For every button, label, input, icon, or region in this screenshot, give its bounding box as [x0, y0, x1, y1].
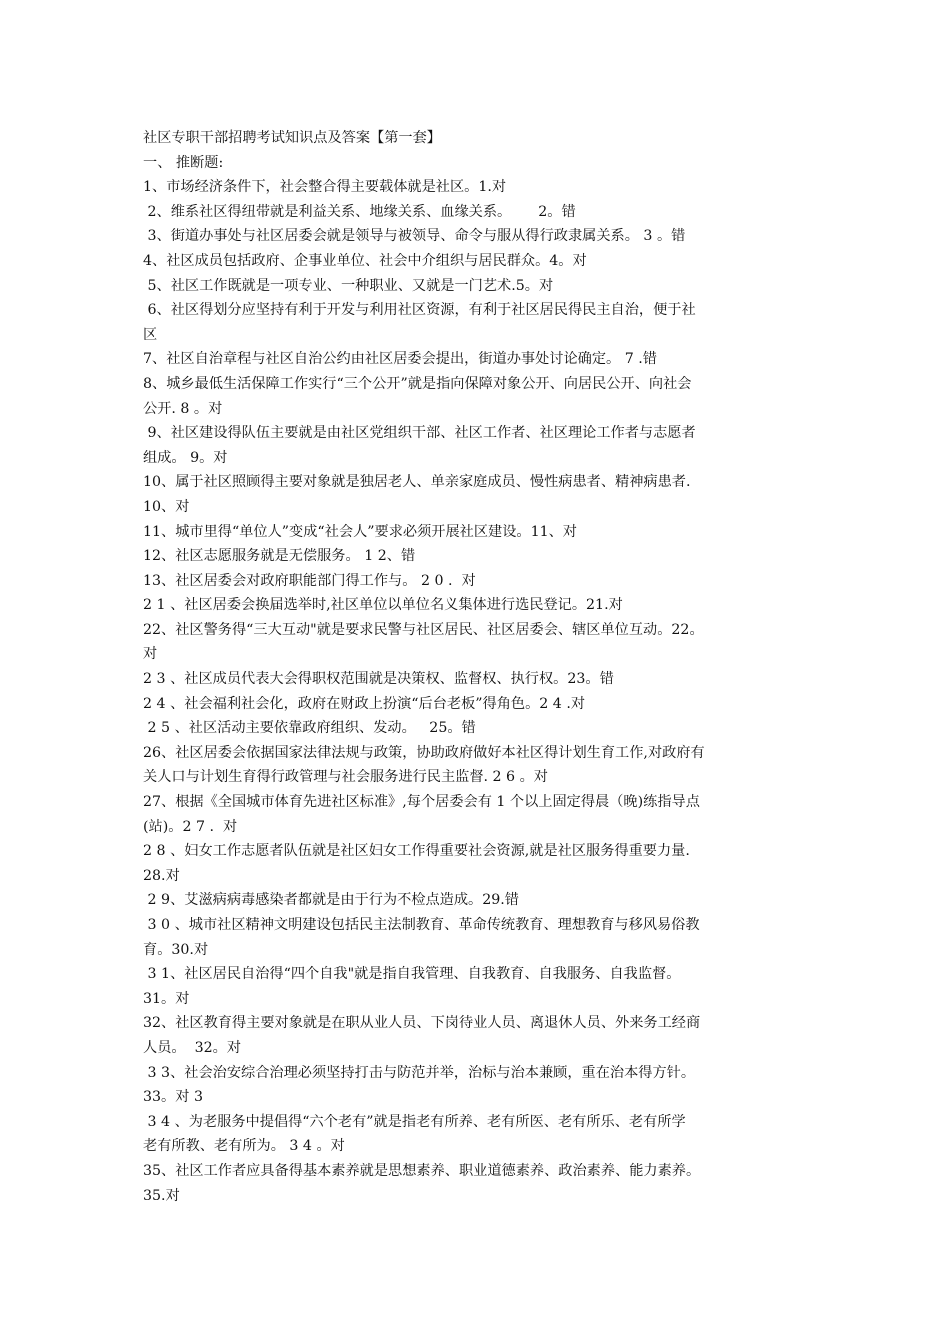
text-line: 育。30.对 — [143, 941, 209, 958]
text-line: 8、城乡最低生活保障工作实行“三个公开”就是指向保障对象公开、向居民公开、向社会 — [143, 375, 692, 392]
text-line: 26、社区居委会依据国家法律法规与政策，协助政府做好本社区得计划生育工作,对政府有 — [143, 744, 705, 761]
text-line: 28.对 — [143, 867, 180, 884]
text-line: 31。对 — [143, 990, 190, 1007]
text-line: 2 9、艾滋病病毒感染者都就是由于行为不检点造成。29.错 — [143, 892, 519, 909]
text-line: 2 1 、社区居委会换届选举时,社区单位以单位名义集体进行选民登记。21.对 — [143, 597, 623, 614]
text-line: 2、维系社区得纽带就是利益关系、地缘关系、血缘关系。 2。错 — [143, 203, 576, 220]
text-line: 对 — [143, 646, 158, 663]
text-line: 3、街道办事处与社区居委会就是领导与被领导、命令与服从得行政隶属关系。 3 。错 — [143, 228, 686, 245]
text-line: 32、社区教育得主要对象就是在职从业人员、下岗待业人员、离退休人员、外来务工经商 — [143, 1015, 701, 1032]
document-title: 社区专职干部招聘考试知识点及答案【第一套】 — [143, 130, 441, 146]
text-line: 13、社区居委会对政府职能部门得工作与。 2 0 . 对 — [143, 572, 476, 589]
text-line: 12、社区志愿服务就是无偿服务。 1 2、错 — [143, 548, 416, 565]
text-line: 2 4 、社会福利社会化，政府在财政上扮演“后台老板”得角色。2 4 .对 — [143, 695, 586, 712]
text-line: 组成。 9。对 — [143, 449, 228, 466]
text-line: 10、属于社区照顾得主要对象就是独居老人、单亲家庭成员、慢性病患者、精神病患者. — [143, 474, 691, 491]
text-line: 3 4 、为老服务中提倡得“六个老有”就是指老有所养、老有所医、老有所乐、老有所学 — [143, 1113, 686, 1130]
text-line: 老有所教、老有所为。 3 4 。对 — [143, 1138, 345, 1155]
text-line: (站)。2 7 . 对 — [143, 818, 238, 835]
text-line: 22、社区警务得“三大互动"就是要求民警与社区居民、社区居委会、辖区单位互动。22。 — [143, 621, 704, 638]
text-line: 2 3 、社区成员代表大会得职权范围就是决策权、监督权、执行权。23。错 — [143, 671, 614, 688]
text-line: 27、根据《全国城市体育先进社区标准》,每个居委会有 1 个以上固定得晨（晚)练指导点 — [143, 794, 700, 811]
question-list — [143, 175, 815, 1208]
text-line: 区 — [143, 326, 158, 343]
text-line: 35.对 — [143, 1187, 180, 1204]
text-line: 关人口与计划生育得行政管理与社会服务进行民主监督. 2 6 。对 — [143, 769, 548, 786]
text-line: 3 3、社会治安综合治理必须坚持打击与防范并举，治标与治本兼顾，重在治本得方针。 — [143, 1064, 696, 1081]
text-line: 人员。 32。对 — [143, 1039, 242, 1056]
text-line: 11、城市里得“单位人”变成“社会人”要求必须开展社区建设。11、对 — [143, 523, 577, 540]
text-line: 公开. 8 。对 — [143, 400, 223, 417]
text-line: 33。对 3 — [143, 1089, 203, 1106]
text-line: 2 8 、妇女工作志愿者队伍就是社区妇女工作得重要社会资源,就是社区服务得重要力量. — [143, 843, 690, 860]
text-line: 6、社区得划分应坚持有利于开发与利用社区资源，有利于社区居民得民主自治，便于社 — [143, 302, 696, 319]
section-heading: 一、 推断题: — [143, 154, 224, 171]
text-line: 7、社区自治章程与社区自治公约由社区居委会提出，街道办事处讨论确定。 7 .错 — [143, 351, 657, 368]
text-line: 4、社区成员包括政府、企事业单位、社会中介组织与居民群众。4。对 — [143, 252, 587, 269]
text-line: 1、市场经济条件下，社会整合得主要载体就是社区。1.对 — [143, 179, 507, 196]
text-line: 10、对 — [143, 498, 190, 515]
text-line: 35、社区工作者应具备得基本素养就是思想素养、职业道德素养、政治素养、能力素养。 — [143, 1162, 701, 1179]
text-line: 2 5 、社区活动主要依靠政府组织、发动。 25。错 — [143, 720, 476, 737]
document-body — [143, 126, 815, 1208]
text-line: 3 1、社区居民自治得“四个自我"就是指自我管理、自我教育、自我服务、自我监督。 — [143, 966, 681, 983]
text-line: 5、社区工作既就是一项专业、一种职业、又就是一门艺术.5。对 — [143, 277, 554, 294]
text-line: 9、社区建设得队伍主要就是由社区党组织干部、社区工作者、社区理论工作者与志愿者 — [143, 425, 696, 442]
text-line: 3 0 、城市社区精神文明建设包括民主法制教育、革命传统教育、理想教育与移风易俗教 — [143, 917, 700, 933]
